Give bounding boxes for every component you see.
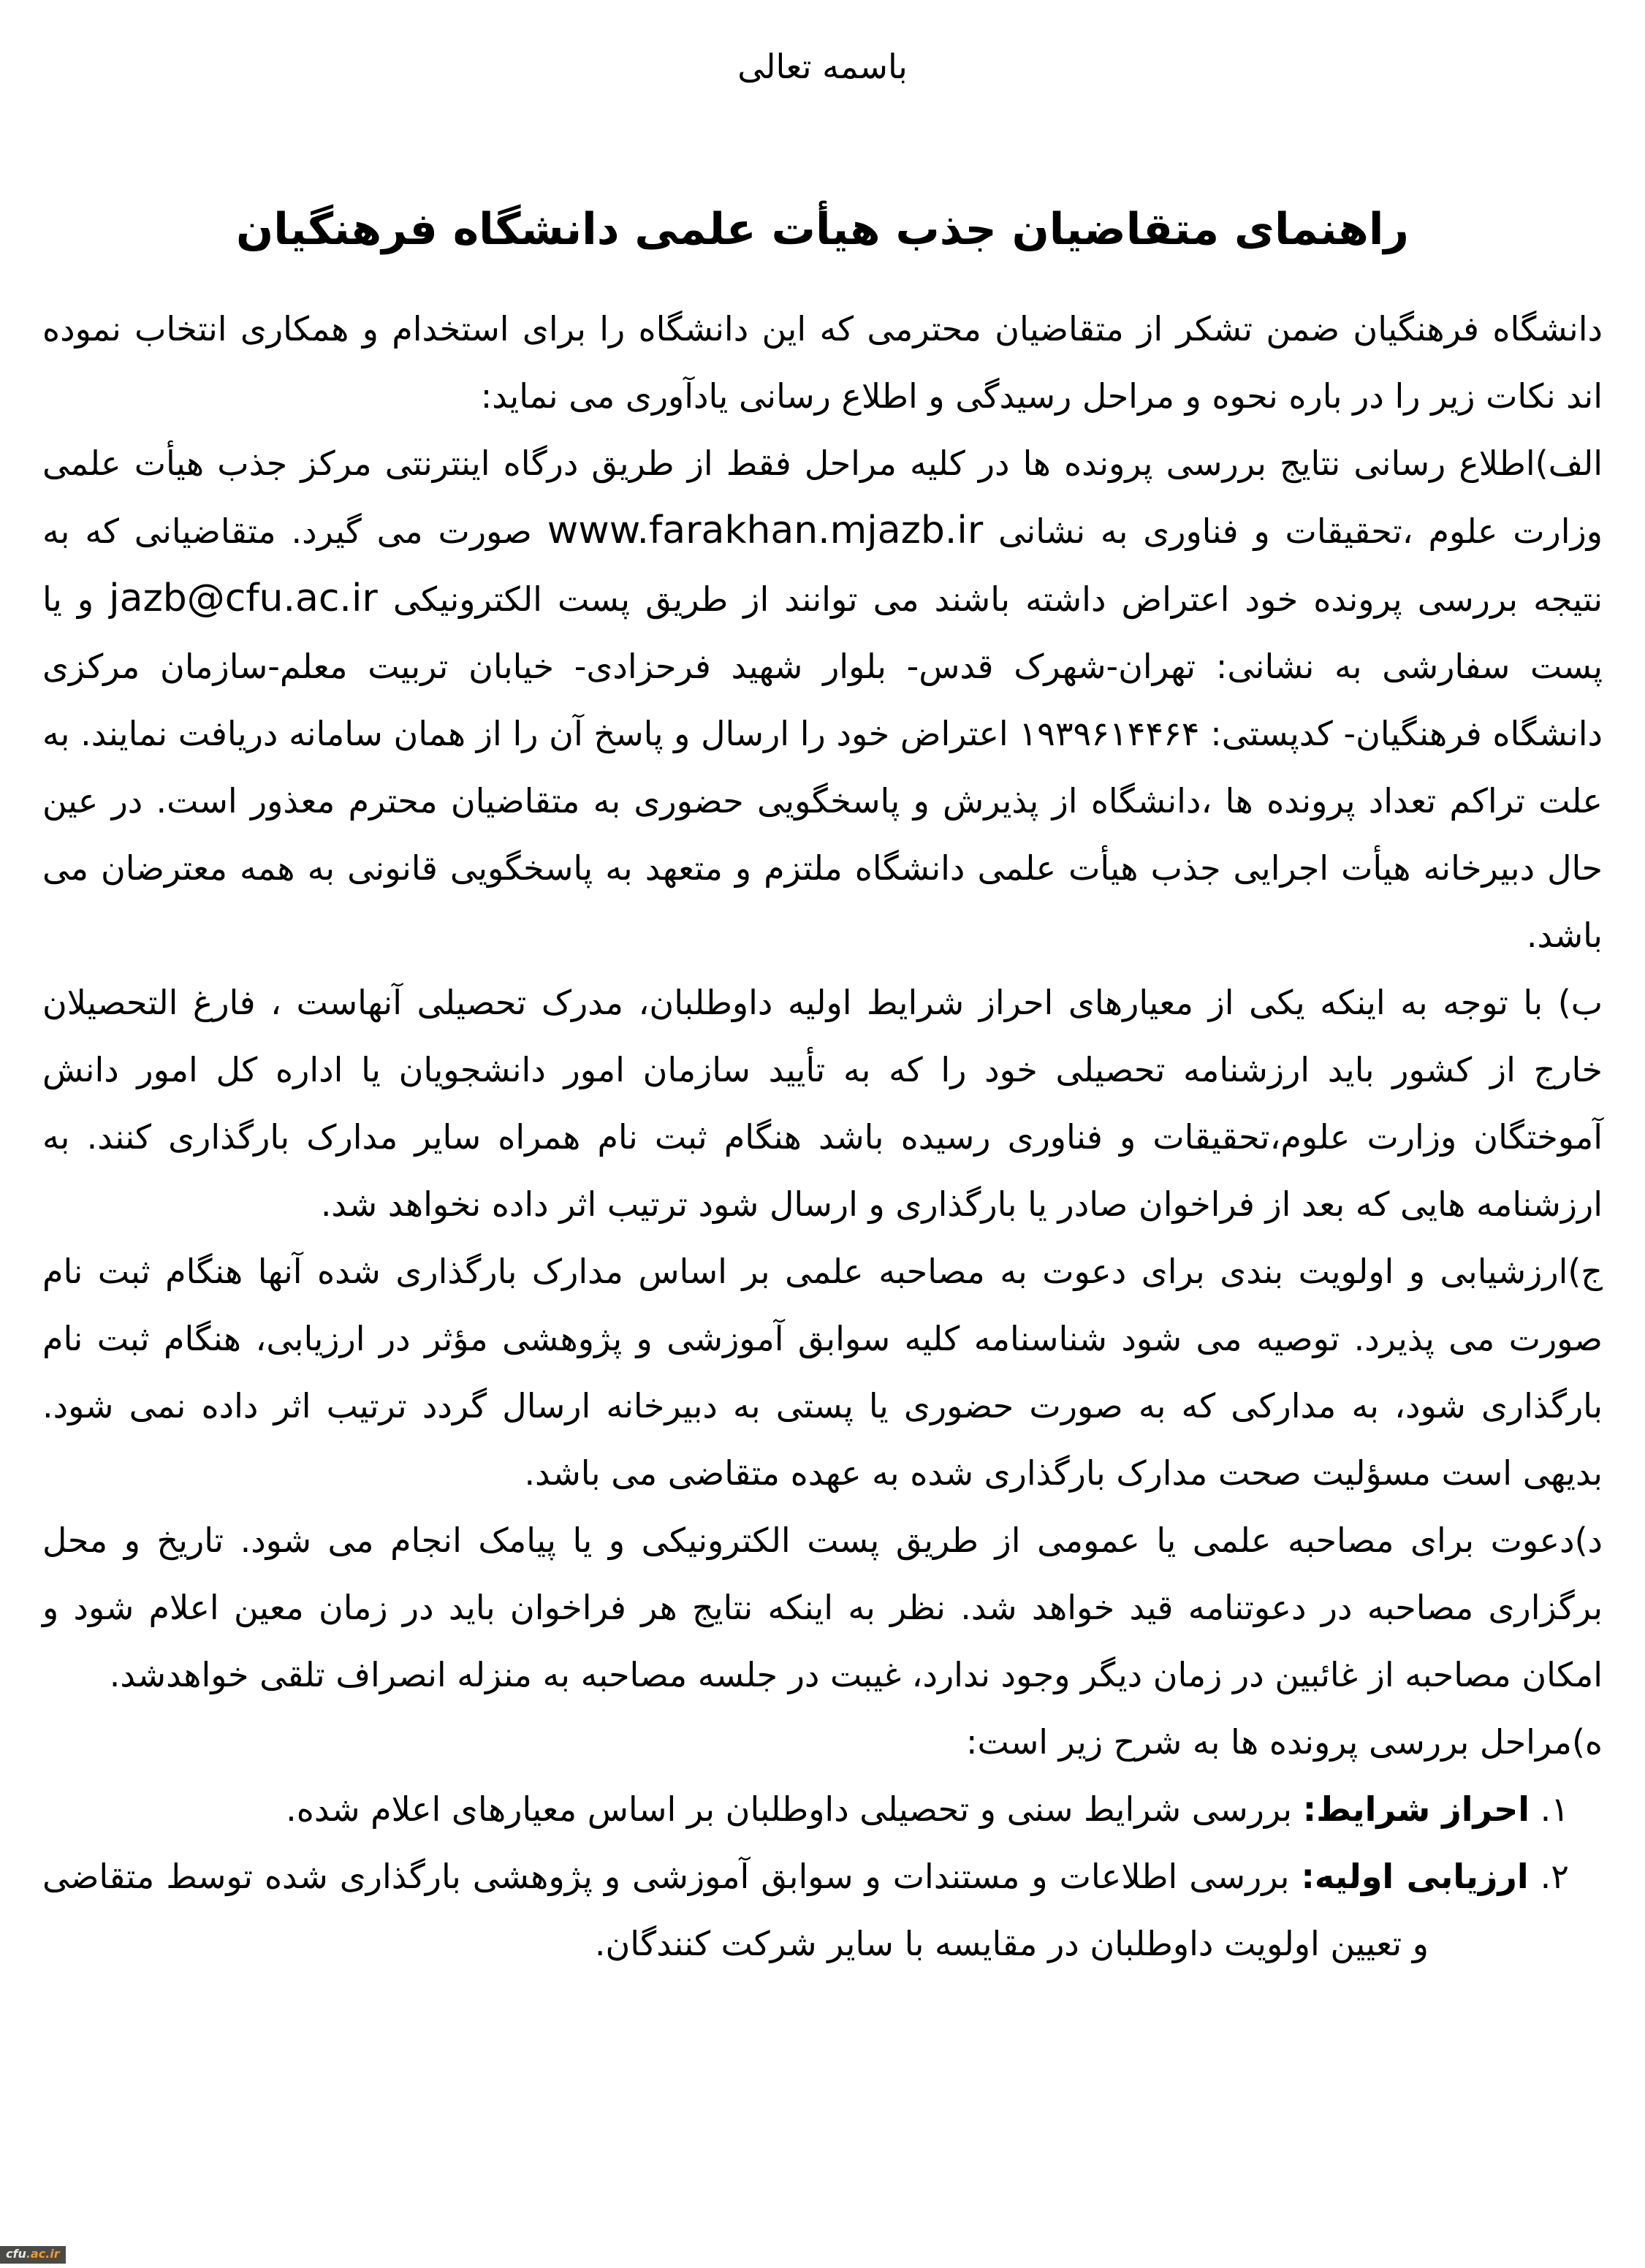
paragraph-alef [42,430,1603,969]
farakhan-url: www.farakhan.mjazb.ir [547,509,984,552]
watermark-domain-suffix: .ac.ir [26,2247,60,2261]
list-item-1-text: بررسی شرایط سنی و تحصیلی داوطلبان بر اساس معیارهای اعلام شده. [286,1789,1303,1829]
item-2-label: ارزیابی اولیه: [1301,1857,1529,1896]
paragraph-dal-text: د)دعوت برای مصاحبه علمی یا عمومی از طریق پست الکترونیکی و یا پیامک انجام می شود. تاریخ و محل برگزاری مصاحبه در دعوتنامه قید خواهد شد. نظر به اینکه نتایج هر فراخوان باید در زمان معین اعلام شود و امکان مصاحبه از غائبین در زمان دیگر وجود ندارد، غیبت در جلسه مصاحبه به منزله انصراف تلقی خواهدشد. [42,1521,1603,1694]
paragraph-intro-text: دانشگاه فرهنگیان ضمن تشکر از متقاضیان محترمی که این دانشگاه را برای استخدام و همکاری انتخاب نموده اند نکات زیر را در باره نحوه و مراحل رسیدگی و اطلاع رسانی یادآوری می نماید: [42,309,1603,416]
paragraph-be [42,969,1603,1238]
basmala: باسمه تعالی [737,47,908,86]
paragraph-alef-text: و یا پست سفارشی به نشانی: تهران-شهرک قدس- بلوار شهید فرحزادی- خیابان تربیت معلم-سازمان مرکزی دانشگاه فرهنگیان- کدپستی: ۱۹۳۹۶۱۴۴۶۴ اعتراض خود را ارسال و پاسخ آن را از همان سامانه دریافت نمایند. به علت تراکم تعداد پرونده ها ،دانشگاه از پذیرش و پاسخگویی حضوری به متقاضیان محترم معذور است. در عین حال دبیرخانه هیأت اجرایی جذب هیأت علمی دانشگاه ملتزم و متعهد به پاسخگویی قانونی به همه معترضان می باشد. [42,579,1603,955]
list-item-2 [42,1843,1603,1977]
body-paragraphs [42,295,1603,1977]
jazb-email: jazb@cfu.ac.ir [109,576,378,620]
item-2-number: ۲. [1528,1857,1569,1896]
paragraph-be-text: ب) با توجه به اینکه یکی از معیارهای احراز شرایط اولیه داوطلبان، مدرک تحصیلی آنهاست ، فارغ التحصیلان خارج از کشور باید ارزشنامه تحصیلی خود را که به تأیید سازمان امور دانشجویان یا اداره کل امور دانش آموختگان وزارت علوم،تحقیقات و فناوری رسیده باشد هنگام ثبت نام همراه سایر مدارک بارگذاری کنند. به ارزشنامه هایی که بعد از فراخوان صادر یا بارگذاری و ارسال شود ترتیب اثر داده نخواهد شد. [42,983,1603,1224]
cfu-watermark [0,2246,66,2264]
paragraph-he [42,1708,1603,1776]
item-1-label: احراز شرایط: [1302,1789,1530,1829]
paragraph-jim-text: ج)ارزشیابی و اولویت بندی برای دعوت به مصاحبه علمی بر اساس مدارک بارگذاری شده آنها هنگام ثبت نام صورت می پذیرد. توصیه می شود شناسنامه کلیه سوابق آموزشی و پژوهشی مؤثر در ارزیابی، هنگام ثبت نام بارگذاری شود، به مدارکی که به صورت حضوری یا پستی به دبیرخانه ارسال گردد ترتیب اثر داده نمی شود. بدیهی است مسؤلیت صحت مدارک بارگذاری شده به عهده متقاضی می باشد. [42,1252,1603,1493]
paragraph-alef-text: الف)اطلاع رسانی نتایج بررسی پرونده ها در کلیه مراحل فقط از طریق درگاه اینترنتی مرکز جذب هیأت علمی وزارت علوم ،تحقیقات و فناوری به نشانی [42,444,1603,551]
watermark-domain-prefix: cfu [6,2247,26,2261]
paragraph-alef-text: صورت می گیرد. متقاضیانی که به نتیجه بررسی پرونده خود اعتراض داشته باشند می توانند از طریق پست الکترونیکی [42,511,1603,619]
paragraph-he-text: ه)مراحل بررسی پرونده ها به شرح زیر است: [966,1722,1603,1762]
paragraph-intro [42,295,1603,430]
paragraph-jim [42,1238,1603,1507]
paragraph-dal [42,1507,1603,1708]
list-item-2-text: بررسی اطلاعات و مستندات و سوابق آموزشی و پژوهشی بارگذاری شده توسط متقاضی و تعیین اولویت داوطلبان در مقایسه با سایر شرکت کنندگان. [42,1857,1429,1963]
page-title: راهنمای متقاضیان جذب هیأت علمی دانشگاه فرهنگیان [236,204,1409,255]
list-item-1 [42,1776,1603,1843]
item-1-number: ۱. [1530,1789,1569,1829]
